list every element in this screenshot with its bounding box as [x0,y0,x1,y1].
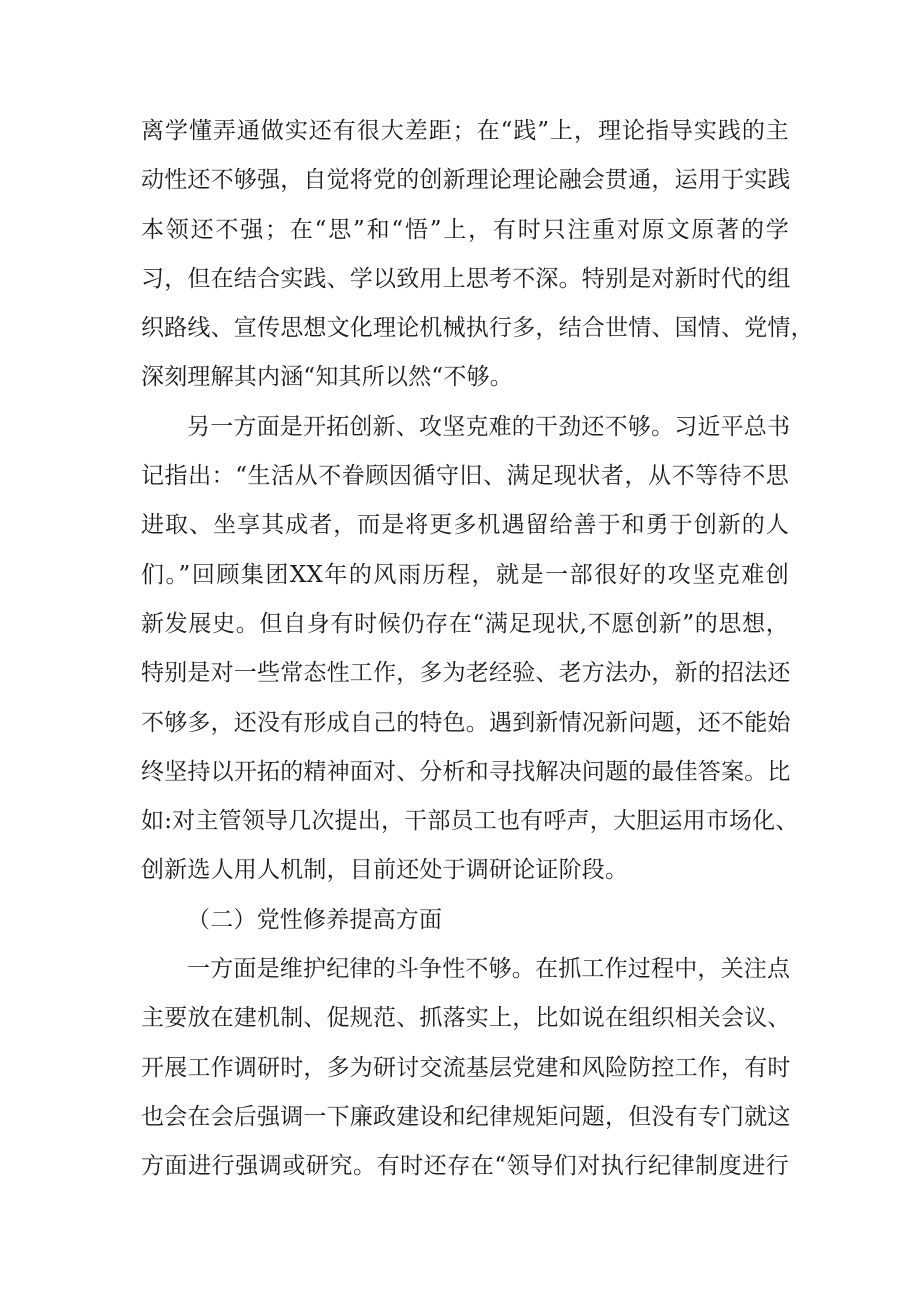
paragraph-line: 进取、坐享其成者，而是将更多机遇留给善于和勇于创新的人 [141,512,789,539]
paragraph-line: 不够多，还没有形成自己的特色。遇到新情况新问题，还不能始 [141,709,791,736]
paragraph-line: 深刻理解其内涵“知其所以然“不够。 [141,364,513,391]
paragraph-line: 也会在会后强调一下廉政建设和纪律规矩问题，但没有专门就这 [141,1103,791,1130]
paragraph-line: 动性还不够强，自觉将党的创新理论理论融会贯通，运用于实践 [141,167,791,194]
paragraph-line: 开展工作调研时，多为研讨交流基层党建和风险防控工作，有时 [141,1054,791,1081]
paragraph-line: 离学懂弄通做实还有很大差距；在“践”上，理论指导实践的主 [141,118,789,144]
paragraph-line: 主要放在建机制、促规范、抓落实上，比如说在组织相关会议、 [141,1005,791,1032]
paragraph-line: 如:对主管领导几次提出，干部员工也有呼声，大胆运用市场化、 [141,808,799,835]
paragraph-line: 们。”回顾集团XX年的风雨历程，就是一部很好的攻坚克难创 [141,561,789,588]
paragraph-line: 另一方面是开拓创新、攻坚克难的干劲还不够。习近平总书 [187,413,791,440]
paragraph-line: 创新选人用人机制，目前还处于调研论证阶段。 [141,857,629,884]
paragraph-line: 新发展史。但自身有时候仍存在“满足现状,不愿创新”的思想， [141,610,789,637]
document-body [141,107,814,1192]
paragraph-line: 习，但在结合实践、学以致用上思考不深。特别是对新时代的组 [141,265,791,292]
paragraph-line: 织路线、宣传思想文化理论机械执行多，结合世情、国情、党情， [141,315,814,342]
paragraph-line: 本领还不强；在“思”和“悟”上，有时只注重对原文原著的学 [141,216,789,243]
paragraph-line: 一方面是维护纪律的斗争性不够。在抓工作过程中，关注点 [187,956,791,983]
section-heading: （二）党性修养提高方面 [187,906,443,933]
paragraph-line: 特别是对一些常态性工作，多为老经验、老方法办，新的招法还 [141,660,791,687]
paragraph-line: 记指出：“生活从不眷顾因循守旧、满足现状者，从不等待不思 [141,463,789,490]
paragraph-line: 方面进行强调或研究。有时还存在“领导们对执行纪律制度进行 [141,1153,789,1180]
paragraph-line: 终坚持以开拓的精神面对、分析和寻找解决问题的最佳答案。比 [141,758,791,785]
